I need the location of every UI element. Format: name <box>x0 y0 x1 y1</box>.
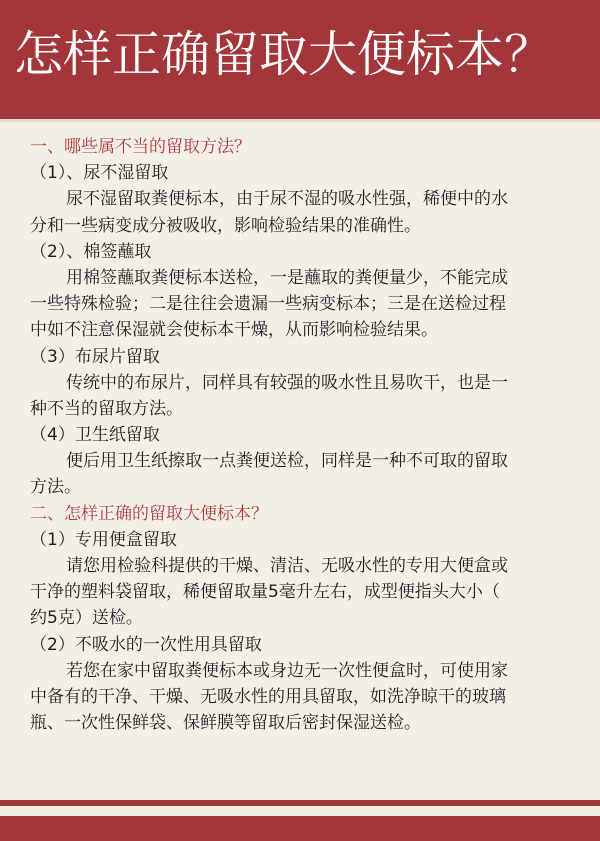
paragraph-line: 中备有的干净、干燥、无吸水性的用具留取，如洗净晾干的玻璃 <box>30 686 506 707</box>
item-heading: （2）不吸水的一次性用具留取 <box>30 634 262 655</box>
paragraph-line: 若您在家中留取粪便标本或身边无一次性便盒时，可使用家 <box>66 660 508 681</box>
paragraph-line: 分和一些病变成分被吸收，影响检验结果的准确性。 <box>30 215 421 236</box>
paragraph-line: 干净的塑料袋留取，稀便留取量5毫升左右，成型便指头大小（ <box>30 582 500 603</box>
paragraph-line: 请您用检验科提供的干燥、清洁、无吸水性的专用大便盒或 <box>66 556 508 576</box>
section-title: 二、怎样正确的留取大便标本？ <box>30 503 268 524</box>
paragraph-line: 中如不注意保湿就会使标本干燥，从而影响检验结果。 <box>30 320 438 341</box>
paragraph-line: 种不当的留取方法。 <box>30 398 183 419</box>
paragraph-line: 一些特殊检验；二是往往会遗漏一些病变标本；三是在送检过程 <box>30 294 506 315</box>
footer-bar <box>0 816 600 841</box>
paragraph-line: 瓶、一次性保鲜袋、保鲜膜等留取后密封保湿送检。 <box>30 713 421 734</box>
paragraph-line: 传统中的布尿片，同样具有较强的吸水性且易吹干，也是一 <box>66 372 508 393</box>
item-heading: （1）、尿不湿留取 <box>30 163 169 184</box>
item-heading: （4）卫生纸留取 <box>30 425 160 446</box>
item-heading: （3）布尿片留取 <box>30 346 160 367</box>
paragraph-line: 约5克）送检。 <box>30 608 143 629</box>
page-title: 怎样正确留取大便标本？ <box>14 26 554 83</box>
item-heading: （1）专用便盒留取 <box>30 529 177 550</box>
footer-divider <box>0 800 600 806</box>
paragraph-line: 方法。 <box>30 477 81 498</box>
paragraph-line: 尿不湿留取粪便标本，由于尿不湿的吸水性强，稀便中的水 <box>66 189 508 210</box>
paragraph-line: 便后用卫生纸擦取一点粪便送检，同样是一种不可取的留取 <box>66 451 508 472</box>
article-body <box>30 134 578 736</box>
item-heading: （2）、棉签蘸取 <box>30 241 152 262</box>
title-banner <box>0 0 600 122</box>
paragraph-line: 用棉签蘸取粪便标本送检，一是蘸取的粪便量少，不能完成 <box>66 267 508 288</box>
section-title: 一、哪些属不当的留取方法？ <box>30 137 251 157</box>
